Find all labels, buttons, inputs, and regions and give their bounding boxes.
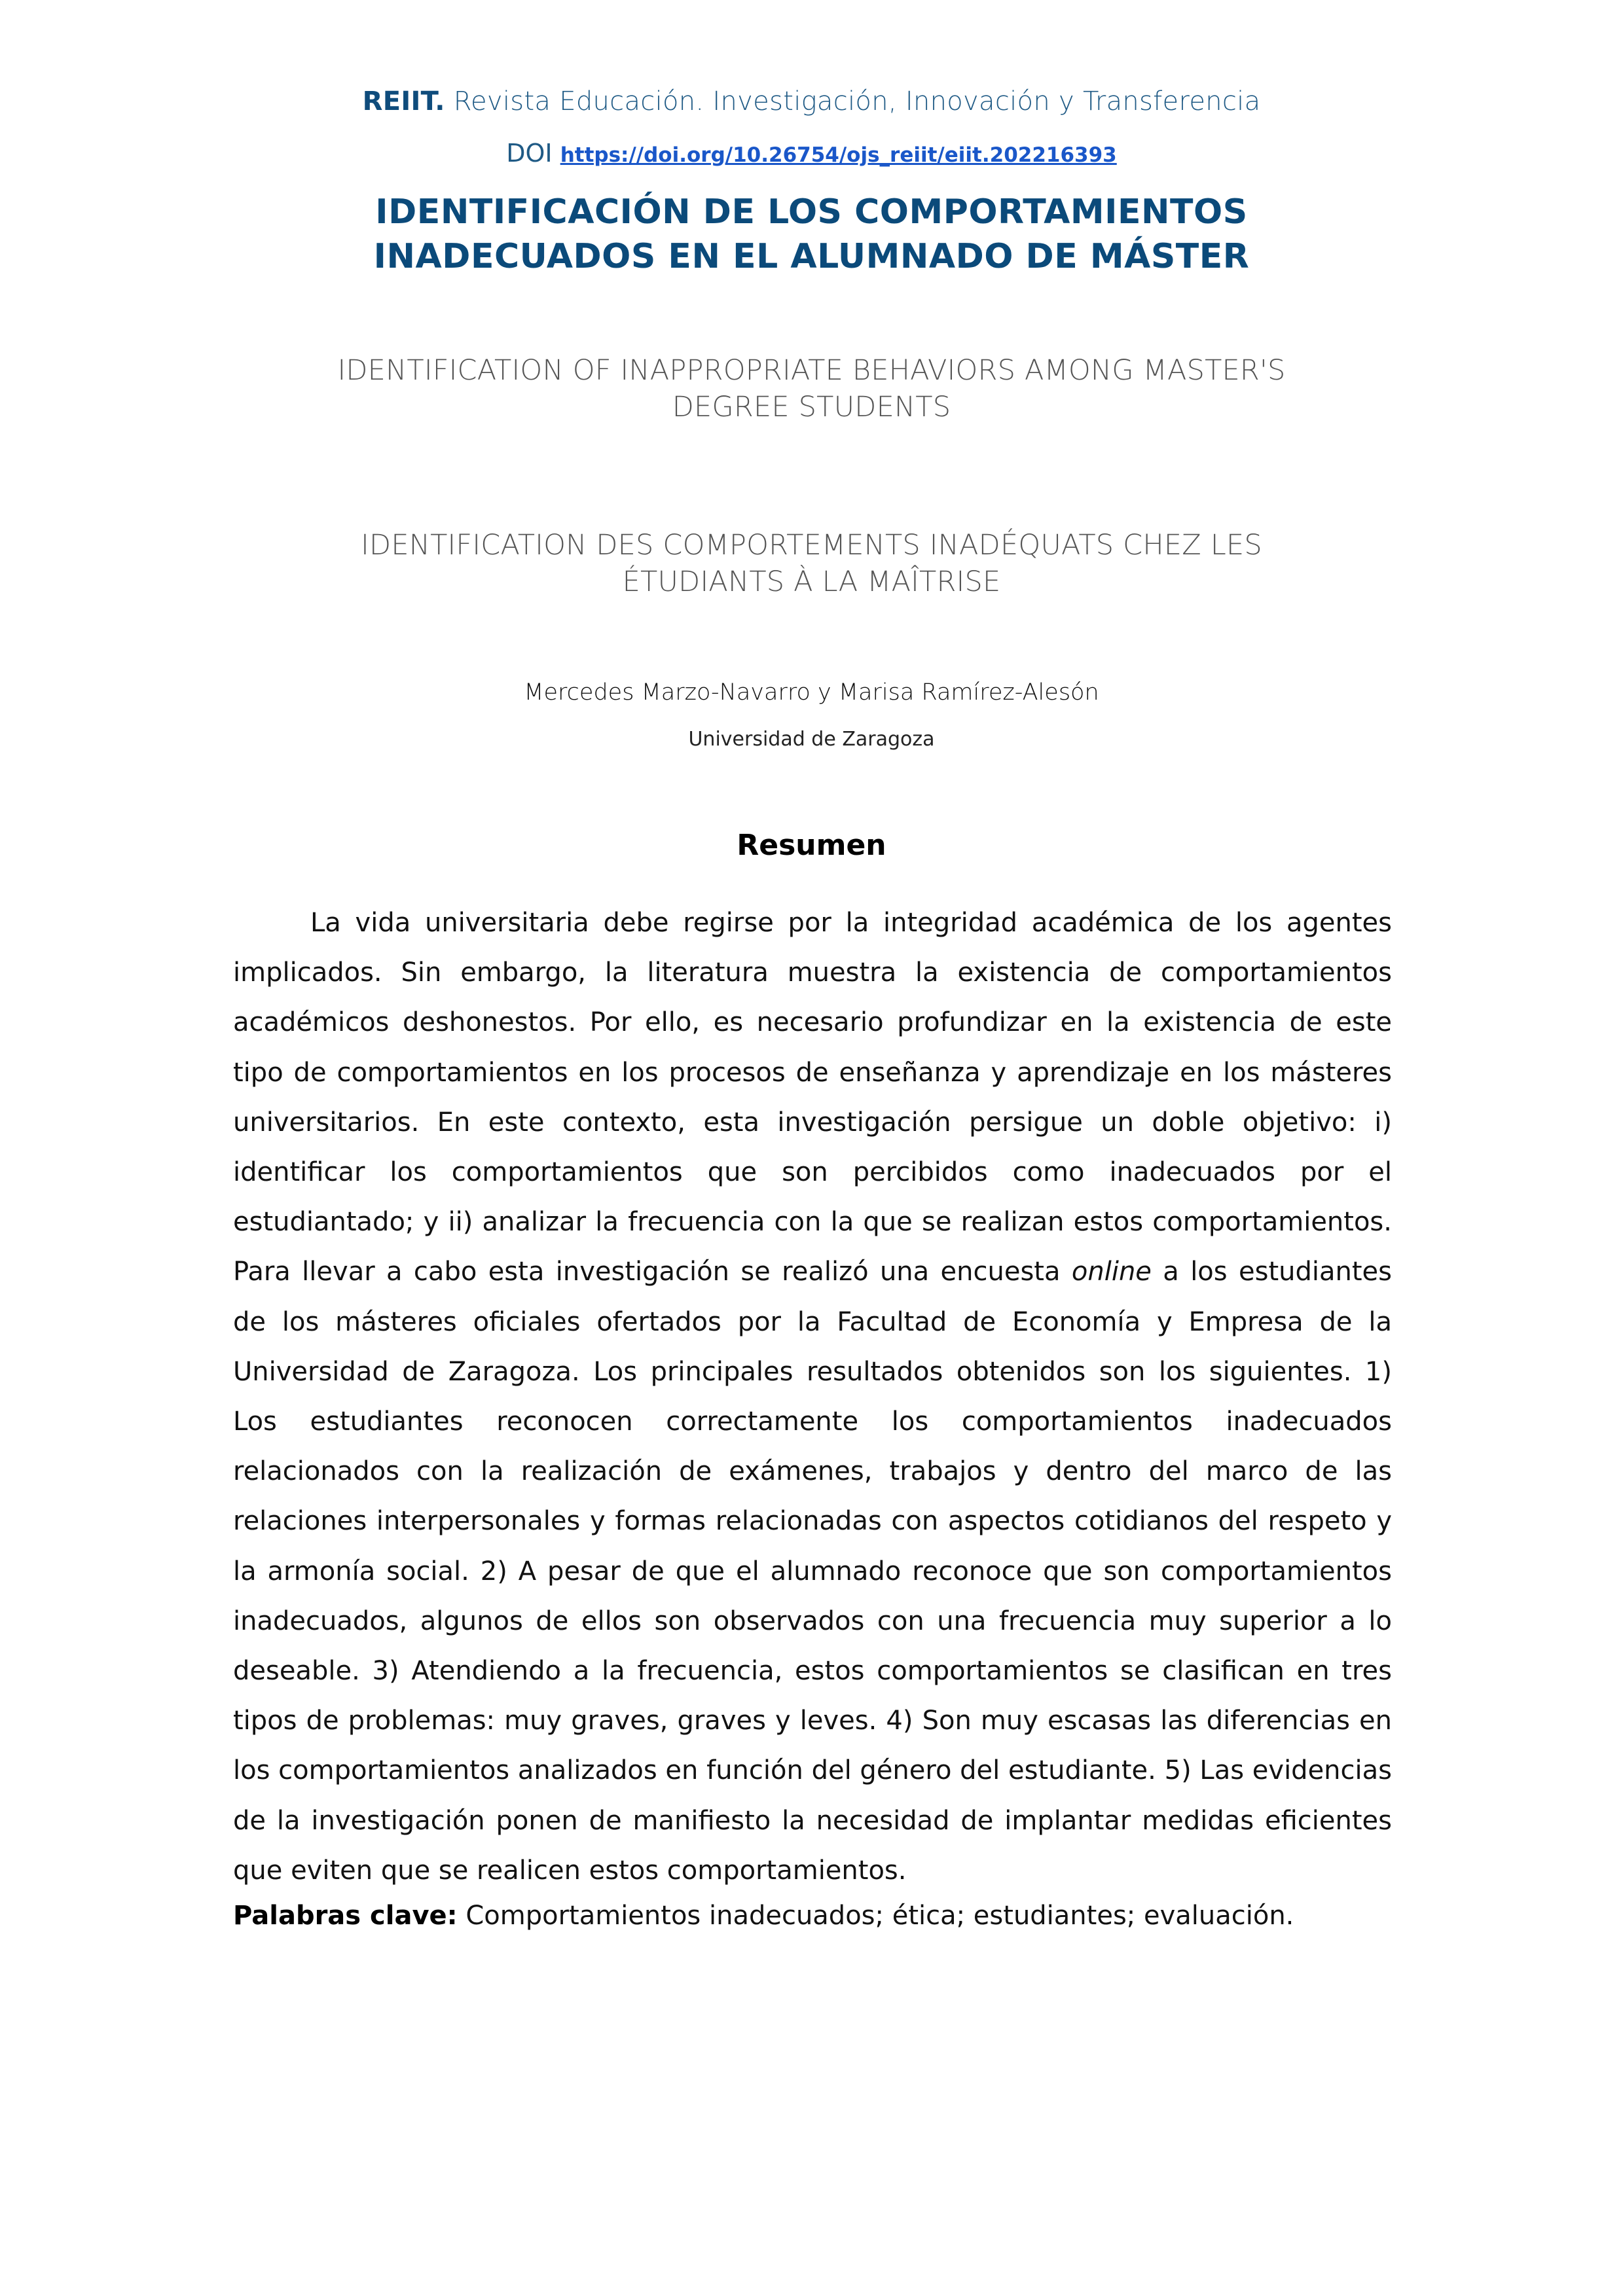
- abstract-heading: Resumen: [737, 829, 886, 862]
- authors: Mercedes Marzo-Navarro y Marisa Ramírez-Alesón: [524, 679, 1099, 706]
- abstract-text-part-2: a los estudiantes de los másteres oficiales ofertados por la Facultad de Economía y Empresa de la Universidad de Zaragoza. Los principales resultados obtenidos son los siguientes. 1) Los estudiantes reconocen correctamente los comportamientos inadecuados relacionados con la realización de exámenes, trabajos y dentro del marco de las relaciones interpersonales y formas relacionadas con aspectos cotidianos del respeto y la armonía social. 2) A pesar de que el alumnado reconoce que son comportamientos inadecuados, algunos de ellos son observados con una frecuencia muy superior a lo deseable. 3) Atendiendo a la frecuencia, estos comportamientos se clasifican en tres tipos de problemas: muy graves, graves y leves. 4) Son muy escasas las diferencias en los comportamientos analizados en función del género del estudiante. 5) Las evidencias de la investigación ponen de manifiesto la necesidad de implantar medidas eficientes que eviten que se realicen estos comportamientos.: [233, 1257, 1392, 1886]
- affiliation: Universidad de Zaragoza: [688, 728, 935, 751]
- abstract-italic-word: online: [1071, 1257, 1152, 1287]
- journal-header: [0, 86, 1623, 117]
- title-english: [0, 352, 1623, 425]
- doi-link[interactable]: https://doi.org/10.26754/ojs_reiit/eiit.202216393: [560, 143, 1117, 167]
- title-french-line-1: IDENTIFICATION DES COMPORTEMENTS INADÉQUATS CHEZ LES: [361, 529, 1262, 562]
- keywords: [233, 1901, 1392, 1931]
- abstract-text-part-1: La vida universitaria debe regirse por la integridad académica de los agentes implicados. Sin embargo, la literatura muestra la existencia de comportamientos académicos deshonestos. Por ello, es necesario profundizar en la existencia de este tipo de comportamientos en los procesos de enseñanza y aprendizaje en los másteres universitarios. En este contexto, esta investigación persigue un doble objetivo: i) identificar los comportamientos que son percibidos como inadecuados por el estudiantado; y ii) analizar la frecuencia con la que se realizan estos comportamientos. Para llevar a cabo esta investigación se realizó una encuesta: [233, 908, 1392, 1287]
- title-english-line-2: DEGREE STUDENTS: [672, 391, 951, 423]
- journal-brand: REIIT.: [362, 86, 445, 117]
- keywords-value: Comportamientos inadecuados; ética; estudiantes; evaluación.: [457, 1901, 1294, 1931]
- keywords-label: Palabras clave:: [233, 1901, 458, 1931]
- title-french-line-2: ÉTUDIANTS À LA MAÎTRISE: [622, 565, 1001, 598]
- article-title-line-2: INADECUADOS EN EL ALUMNADO DE MÁSTER: [373, 237, 1250, 276]
- journal-name: Revista Educación. Investigación, Innovación y Transferencia: [445, 86, 1261, 117]
- article-title: [0, 190, 1623, 279]
- doi-line: [0, 139, 1623, 168]
- doi-label: DOI: [506, 139, 560, 168]
- abstract-body: [233, 898, 1392, 1895]
- abstract-paragraph: [233, 898, 1392, 1895]
- title-french: [0, 527, 1623, 600]
- article-title-line-1: IDENTIFICACIÓN DE LOS COMPORTAMIENTOS: [375, 192, 1248, 232]
- title-english-line-1: IDENTIFICATION OF INAPPROPRIATE BEHAVIORS AMONG MASTER'S: [337, 354, 1286, 387]
